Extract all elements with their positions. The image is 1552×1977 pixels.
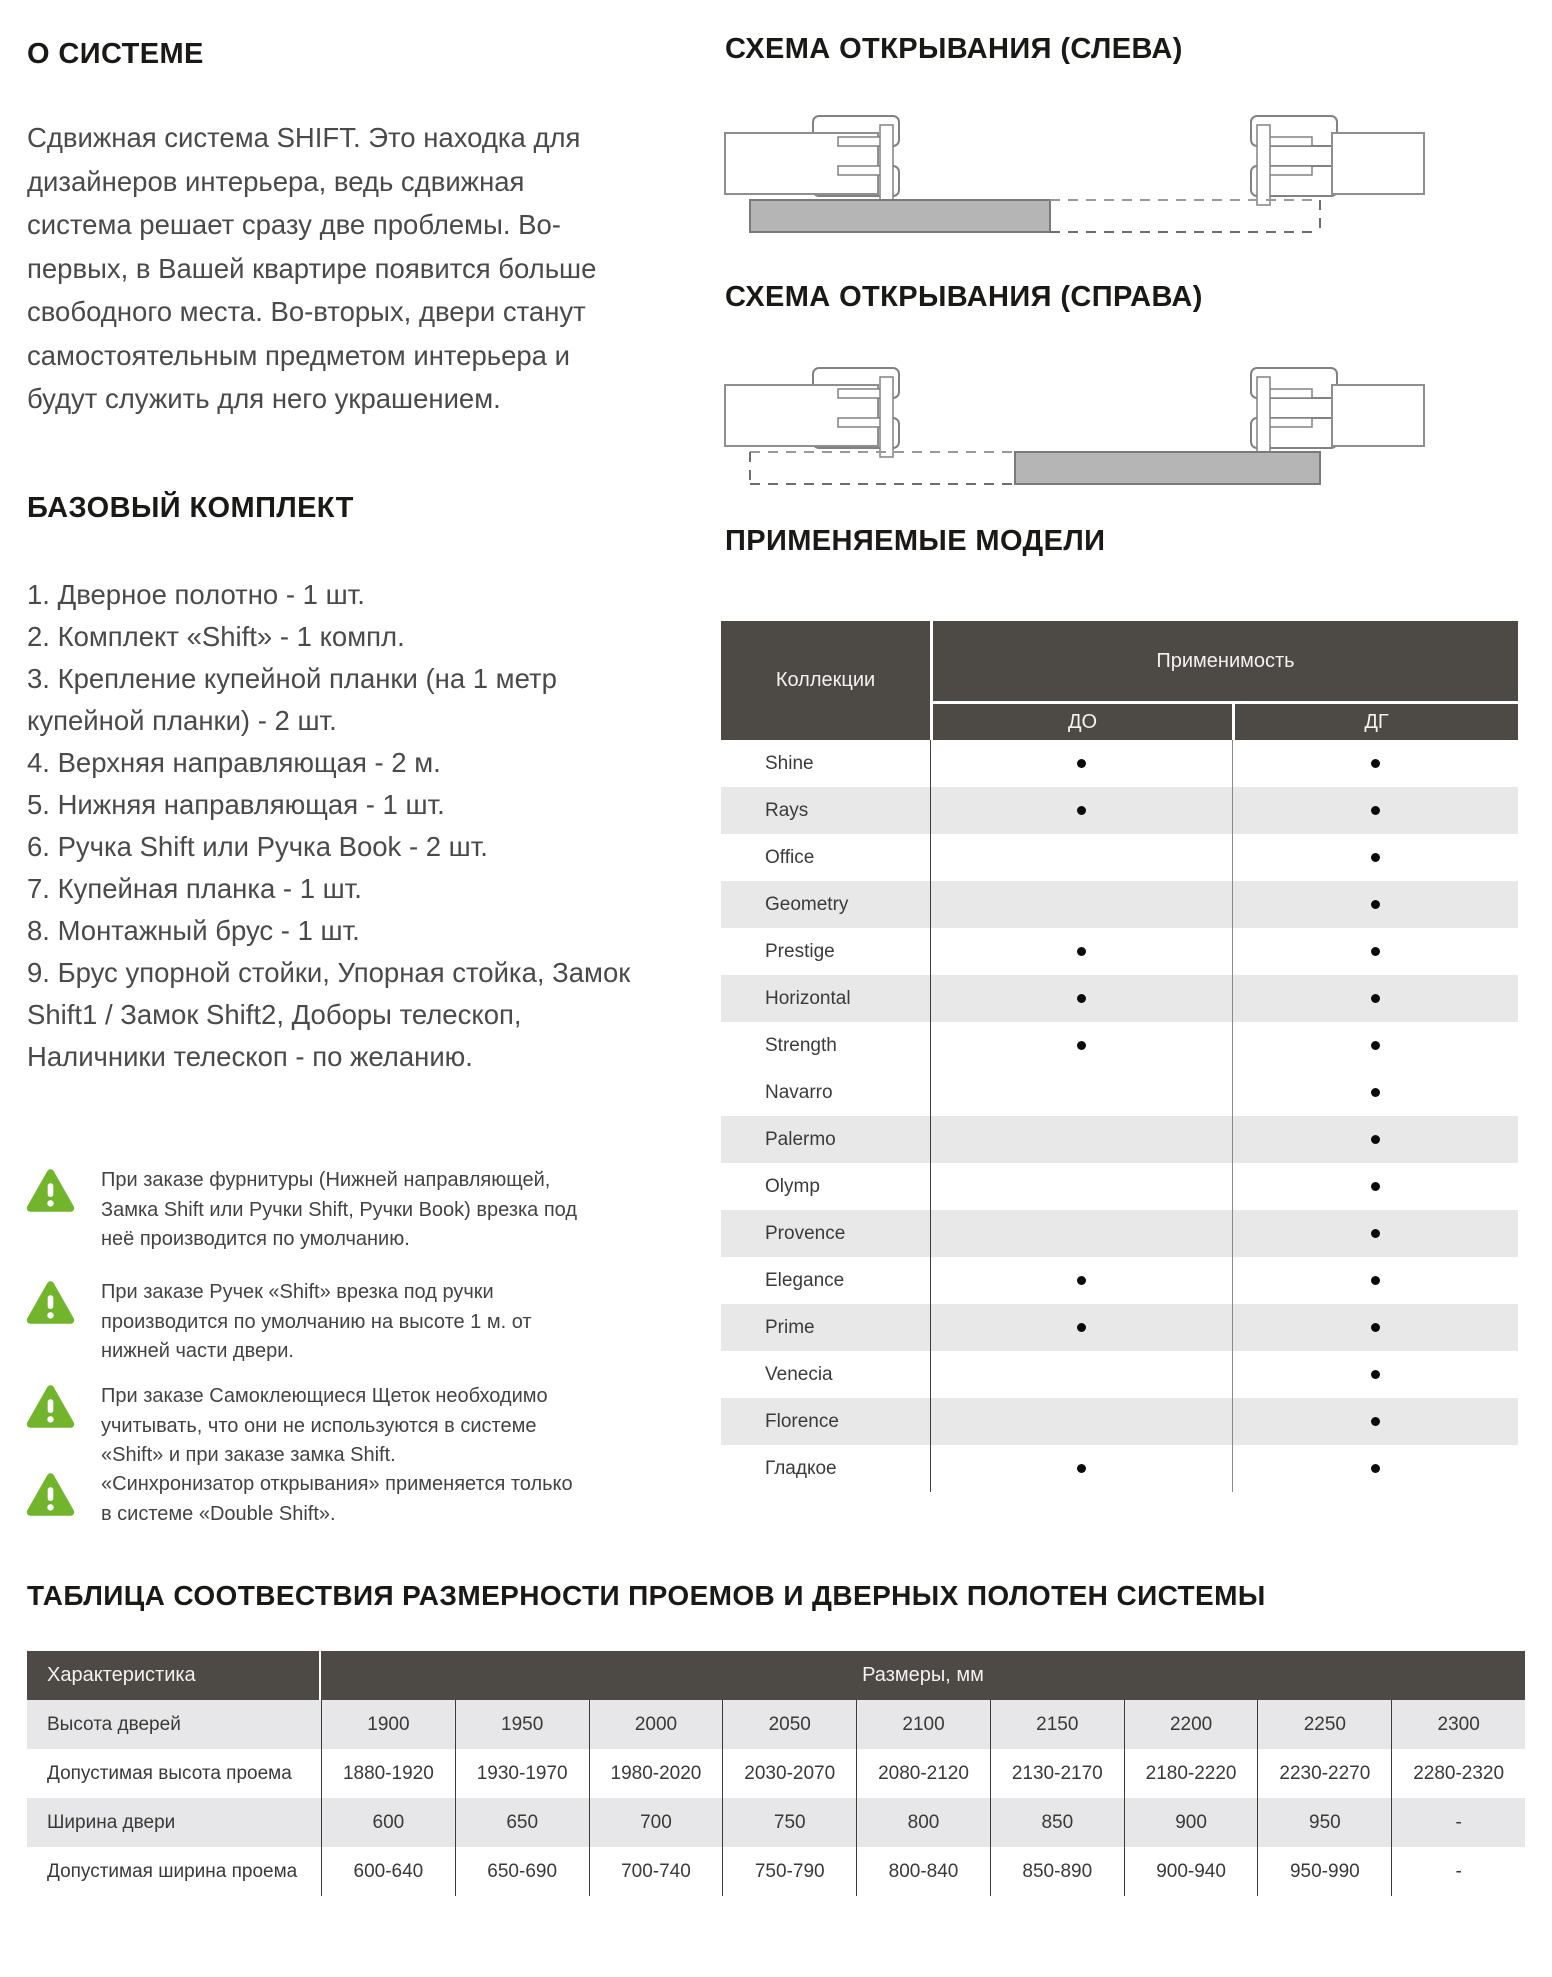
warning-note: [26, 1382, 646, 1471]
column-header-characteristic: Характеристика: [27, 1651, 321, 1700]
applicability-cell-do: [930, 1163, 1232, 1210]
table-row: [721, 787, 1518, 834]
applicability-cell-do: [930, 1210, 1232, 1257]
applicability-dot: [1371, 853, 1380, 862]
table-row: [27, 1847, 1525, 1896]
applicability-cell-do: [930, 740, 1232, 787]
applicability-cell-do: [930, 975, 1232, 1022]
applicability-cell-do: [930, 1445, 1232, 1492]
applicability-dot: [1371, 900, 1380, 909]
size-value-cell: 2150: [990, 1700, 1124, 1749]
size-value-cell: 750-790: [722, 1847, 856, 1896]
applicability-cell-do: [930, 1022, 1232, 1069]
applicability-dot: [1371, 947, 1380, 956]
size-value-cell: 600-640: [321, 1847, 455, 1896]
warning-note: [26, 1470, 646, 1529]
applicability-dot: [1371, 759, 1380, 768]
size-value-cell: 700: [589, 1798, 723, 1847]
size-value-cell: 950: [1257, 1798, 1391, 1847]
applicability-cell-do: [930, 1398, 1232, 1445]
size-row-label: Допустимая ширина проема: [47, 1860, 298, 1882]
kit-item: 2. Комплект «Shift» - 1 компл.: [27, 621, 405, 652]
applicability-dot: [1371, 1088, 1380, 1097]
applicability-dot: [1371, 1370, 1380, 1379]
column-header-dg: ДГ: [1235, 704, 1518, 740]
model-name: Florence: [765, 1410, 839, 1432]
model-name: Palermo: [765, 1128, 836, 1150]
applicability-dot: [1371, 1041, 1380, 1050]
model-name: Geometry: [765, 893, 849, 915]
table-row: [721, 881, 1518, 928]
about-paragraph: Сдвижная система SHIFT. Это находка для дизайнеров интерьера, ведь сдвижная система решает сразу две проблемы. Во-первых, в Вашей квартире появится больше свободного места. Во-вторых, двери станут самостоятельным предметом интерьера и будут служить для него украшением.: [27, 122, 597, 414]
warning-triangle-icon: [26, 1280, 75, 1325]
applicability-dot: [1077, 1464, 1086, 1473]
size-value-cell: 900: [1124, 1798, 1258, 1847]
models-table-body: [721, 740, 1518, 1492]
applicability-dot: [1371, 1276, 1380, 1285]
size-value-cell: 2100: [856, 1700, 990, 1749]
scheme-left-title: СХЕМА ОТКРЫВАНИЯ (СЛЕВА): [725, 33, 1183, 65]
warning-text: При заказе Самоклеющиеся Щеток необходимо учитывать, что они не используются в системе «Shift» и при заказе замка Shift.: [101, 1385, 548, 1466]
model-name: Elegance: [765, 1269, 845, 1291]
applicability-cell-do: [930, 1351, 1232, 1398]
warning-triangle-icon: [26, 1472, 75, 1517]
table-row: [721, 1304, 1518, 1351]
size-value-cell: 800: [856, 1798, 990, 1847]
applicability-cell-do: [930, 1257, 1232, 1304]
applicability-cell-dg: [1232, 740, 1518, 787]
model-name: Prestige: [765, 940, 835, 962]
table-row: [721, 1257, 1518, 1304]
kit-item: 3. Крепление купейной планки (на 1 метр купейной планки) - 2 шт.: [27, 663, 557, 736]
kit-item: 5. Нижняя направляющая - 1 шт.: [27, 789, 445, 820]
applicability-cell-do: [930, 1069, 1232, 1116]
applicability-dot: [1371, 1182, 1380, 1191]
table-row: [721, 1069, 1518, 1116]
table-row: [721, 1210, 1518, 1257]
table-row: [721, 1163, 1518, 1210]
size-value-cell: 950-990: [1257, 1847, 1391, 1896]
size-value-cell: 600: [321, 1798, 455, 1847]
model-name: Гладкое: [765, 1457, 837, 1479]
applicability-cell-dg: [1232, 975, 1518, 1022]
size-value-cell: 1930-1970: [455, 1749, 589, 1798]
applicability-dot: [1371, 1417, 1380, 1426]
size-row-label: Высота дверей: [47, 1713, 181, 1735]
warning-text: При заказе Ручек «Shift» врезка под ручки производится по умолчанию на высоте 1 м. от нижней части двери.: [101, 1281, 532, 1362]
table-row: [721, 1398, 1518, 1445]
size-value-cell: 900-940: [1124, 1847, 1258, 1896]
applicability-dot: [1371, 994, 1380, 1003]
model-name: Office: [765, 846, 815, 868]
column-header-applicability: Применимость: [933, 621, 1518, 701]
warning-note: [26, 1278, 646, 1367]
model-name: Horizontal: [765, 987, 851, 1009]
opening-scheme-right-diagram: [718, 362, 1430, 492]
applicability-cell-dg: [1232, 928, 1518, 975]
size-value-cell: 2200: [1124, 1700, 1258, 1749]
applicability-dot: [1077, 1323, 1086, 1332]
applicability-dot: [1077, 1276, 1086, 1285]
size-value-cell: 1980-2020: [589, 1749, 723, 1798]
scheme-right-title: СХЕМА ОТКРЫВАНИЯ (СПРАВА): [725, 281, 1203, 313]
model-name: Olymp: [765, 1175, 820, 1197]
size-value-cell: 2180-2220: [1124, 1749, 1258, 1798]
warning-triangle-icon: [26, 1168, 75, 1213]
sizes-table: [27, 1651, 1525, 1896]
applicability-cell-dg: [1232, 1210, 1518, 1257]
applicability-cell-do: [930, 1116, 1232, 1163]
applicability-cell-dg: [1232, 834, 1518, 881]
model-name: Shine: [765, 752, 814, 774]
column-header-sizes-mm: Размеры, мм: [862, 1664, 984, 1686]
table-row: [721, 1351, 1518, 1398]
kit-item: 8. Монтажный брус - 1 шт.: [27, 915, 360, 946]
applicability-dot: [1077, 806, 1086, 815]
applicability-dot: [1371, 1135, 1380, 1144]
model-name: Provence: [765, 1222, 846, 1244]
applicability-cell-dg: [1232, 1257, 1518, 1304]
size-value-cell: 2050: [722, 1700, 856, 1749]
size-value-cell: 650: [455, 1798, 589, 1847]
size-value-cell: -: [1391, 1847, 1525, 1896]
applicability-dot: [1371, 1229, 1380, 1238]
size-row-label: Допустимая высота проема: [47, 1762, 292, 1784]
size-value-cell: 850-890: [990, 1847, 1124, 1896]
model-name: Rays: [765, 799, 809, 821]
applicability-cell-dg: [1232, 1304, 1518, 1351]
warning-triangle-icon: [26, 1384, 75, 1429]
sizes-table-body: [27, 1700, 1525, 1896]
applicability-cell-dg: [1232, 1398, 1518, 1445]
table-row: [721, 1445, 1518, 1492]
applicability-cell-do: [930, 834, 1232, 881]
warning-text: «Синхронизатор открывания» применяется только в системе «Double Shift».: [101, 1473, 573, 1525]
applicability-dot: [1371, 1464, 1380, 1473]
applicability-cell-dg: [1232, 1445, 1518, 1492]
table-row: [721, 928, 1518, 975]
size-value-cell: 700-740: [589, 1847, 723, 1896]
size-value-cell: 2080-2120: [856, 1749, 990, 1798]
applicability-cell-do: [930, 1304, 1232, 1351]
applicability-dot: [1077, 994, 1086, 1003]
size-value-cell: 850: [990, 1798, 1124, 1847]
applicability-cell-dg: [1232, 1163, 1518, 1210]
warning-text: При заказе фурнитуры (Нижней направляющей, Замка Shift или Ручки Shift, Ручки Book) врезка под неё производится по умолчанию.: [101, 1169, 578, 1250]
size-value-cell: 650-690: [455, 1847, 589, 1896]
kit-item: 7. Купейная планка - 1 шт.: [27, 873, 362, 904]
size-value-cell: 1950: [455, 1700, 589, 1749]
applicability-dot: [1371, 806, 1380, 815]
size-value-cell: 2250: [1257, 1700, 1391, 1749]
table-row: [27, 1700, 1525, 1749]
size-value-cell: 2280-2320: [1391, 1749, 1525, 1798]
size-value-cell: 2030-2070: [722, 1749, 856, 1798]
kit-item: 4. Верхняя направляющая - 2 м.: [27, 747, 441, 778]
door-panel-open-position: [1015, 452, 1320, 484]
table-row: [721, 1116, 1518, 1163]
size-value-cell: 800-840: [856, 1847, 990, 1896]
applicability-cell-do: [930, 928, 1232, 975]
size-value-cell: 1880-1920: [321, 1749, 455, 1798]
applicability-dot: [1077, 947, 1086, 956]
applicability-cell-dg: [1232, 787, 1518, 834]
sizes-section-title: ТАБЛИЦА СООТВЕСТВИЯ РАЗМЕРНОСТИ ПРОЕМОВ И ДВЕРНЫХ ПОЛОТЕН СИСТЕМЫ: [27, 1580, 1266, 1611]
size-value-cell: -: [1391, 1798, 1525, 1847]
applicability-dot: [1077, 759, 1086, 768]
warning-note: [26, 1166, 646, 1255]
model-name: Strength: [765, 1034, 837, 1056]
table-row: [721, 975, 1518, 1022]
model-name: Venecia: [765, 1363, 833, 1385]
size-value-cell: 2300: [1391, 1700, 1525, 1749]
kit-item: 9. Брус упорной стойки, Упорная стойка, Замок Shift1 / Замок Shift2, Доборы телескоп, Наличники телескоп - по желанию.: [27, 957, 631, 1072]
size-value-cell: 1900: [321, 1700, 455, 1749]
table-row: [721, 740, 1518, 787]
applicability-cell-dg: [1232, 1022, 1518, 1069]
applicability-cell-do: [930, 787, 1232, 834]
models-header-right: [933, 621, 1518, 740]
models-table: [721, 621, 1518, 1492]
column-header-collections: Коллекции: [721, 621, 930, 740]
table-row: [721, 834, 1518, 881]
base-kit-list: [27, 574, 633, 1078]
sizes-table-header: [27, 1651, 1525, 1700]
size-row-label: Ширина двери: [47, 1811, 176, 1833]
applicability-cell-dg: [1232, 1116, 1518, 1163]
models-section-title: ПРИМЕНЯЕМЫЕ МОДЕЛИ: [725, 525, 1106, 557]
applicability-cell-dg: [1232, 1351, 1518, 1398]
about-section-title: О СИСТЕМЕ: [27, 38, 204, 70]
size-value-cell: 2000: [589, 1700, 723, 1749]
size-value-cell: 2130-2170: [990, 1749, 1124, 1798]
kit-item: 1. Дверное полотно - 1 шт.: [27, 579, 365, 610]
kit-item: 6. Ручка Shift или Ручка Book - 2 шт.: [27, 831, 488, 862]
table-row: [721, 1022, 1518, 1069]
applicability-dot: [1077, 1041, 1086, 1050]
door-panel-open-position: [750, 200, 1050, 232]
applicability-dot: [1371, 1323, 1380, 1332]
applicability-cell-do: [930, 881, 1232, 928]
applicability-cell-dg: [1232, 1069, 1518, 1116]
opening-scheme-left-diagram: [718, 110, 1430, 240]
model-name: Navarro: [765, 1081, 833, 1103]
column-header-do: ДО: [933, 704, 1232, 740]
size-value-cell: 2230-2270: [1257, 1749, 1391, 1798]
applicability-cell-dg: [1232, 881, 1518, 928]
table-row: [27, 1798, 1525, 1847]
size-value-cell: 750: [722, 1798, 856, 1847]
base-kit-title: БАЗОВЫЙ КОМПЛЕКТ: [27, 492, 354, 524]
model-name: Prime: [765, 1316, 815, 1338]
table-row: [27, 1749, 1525, 1798]
models-table-header: [721, 621, 1518, 740]
